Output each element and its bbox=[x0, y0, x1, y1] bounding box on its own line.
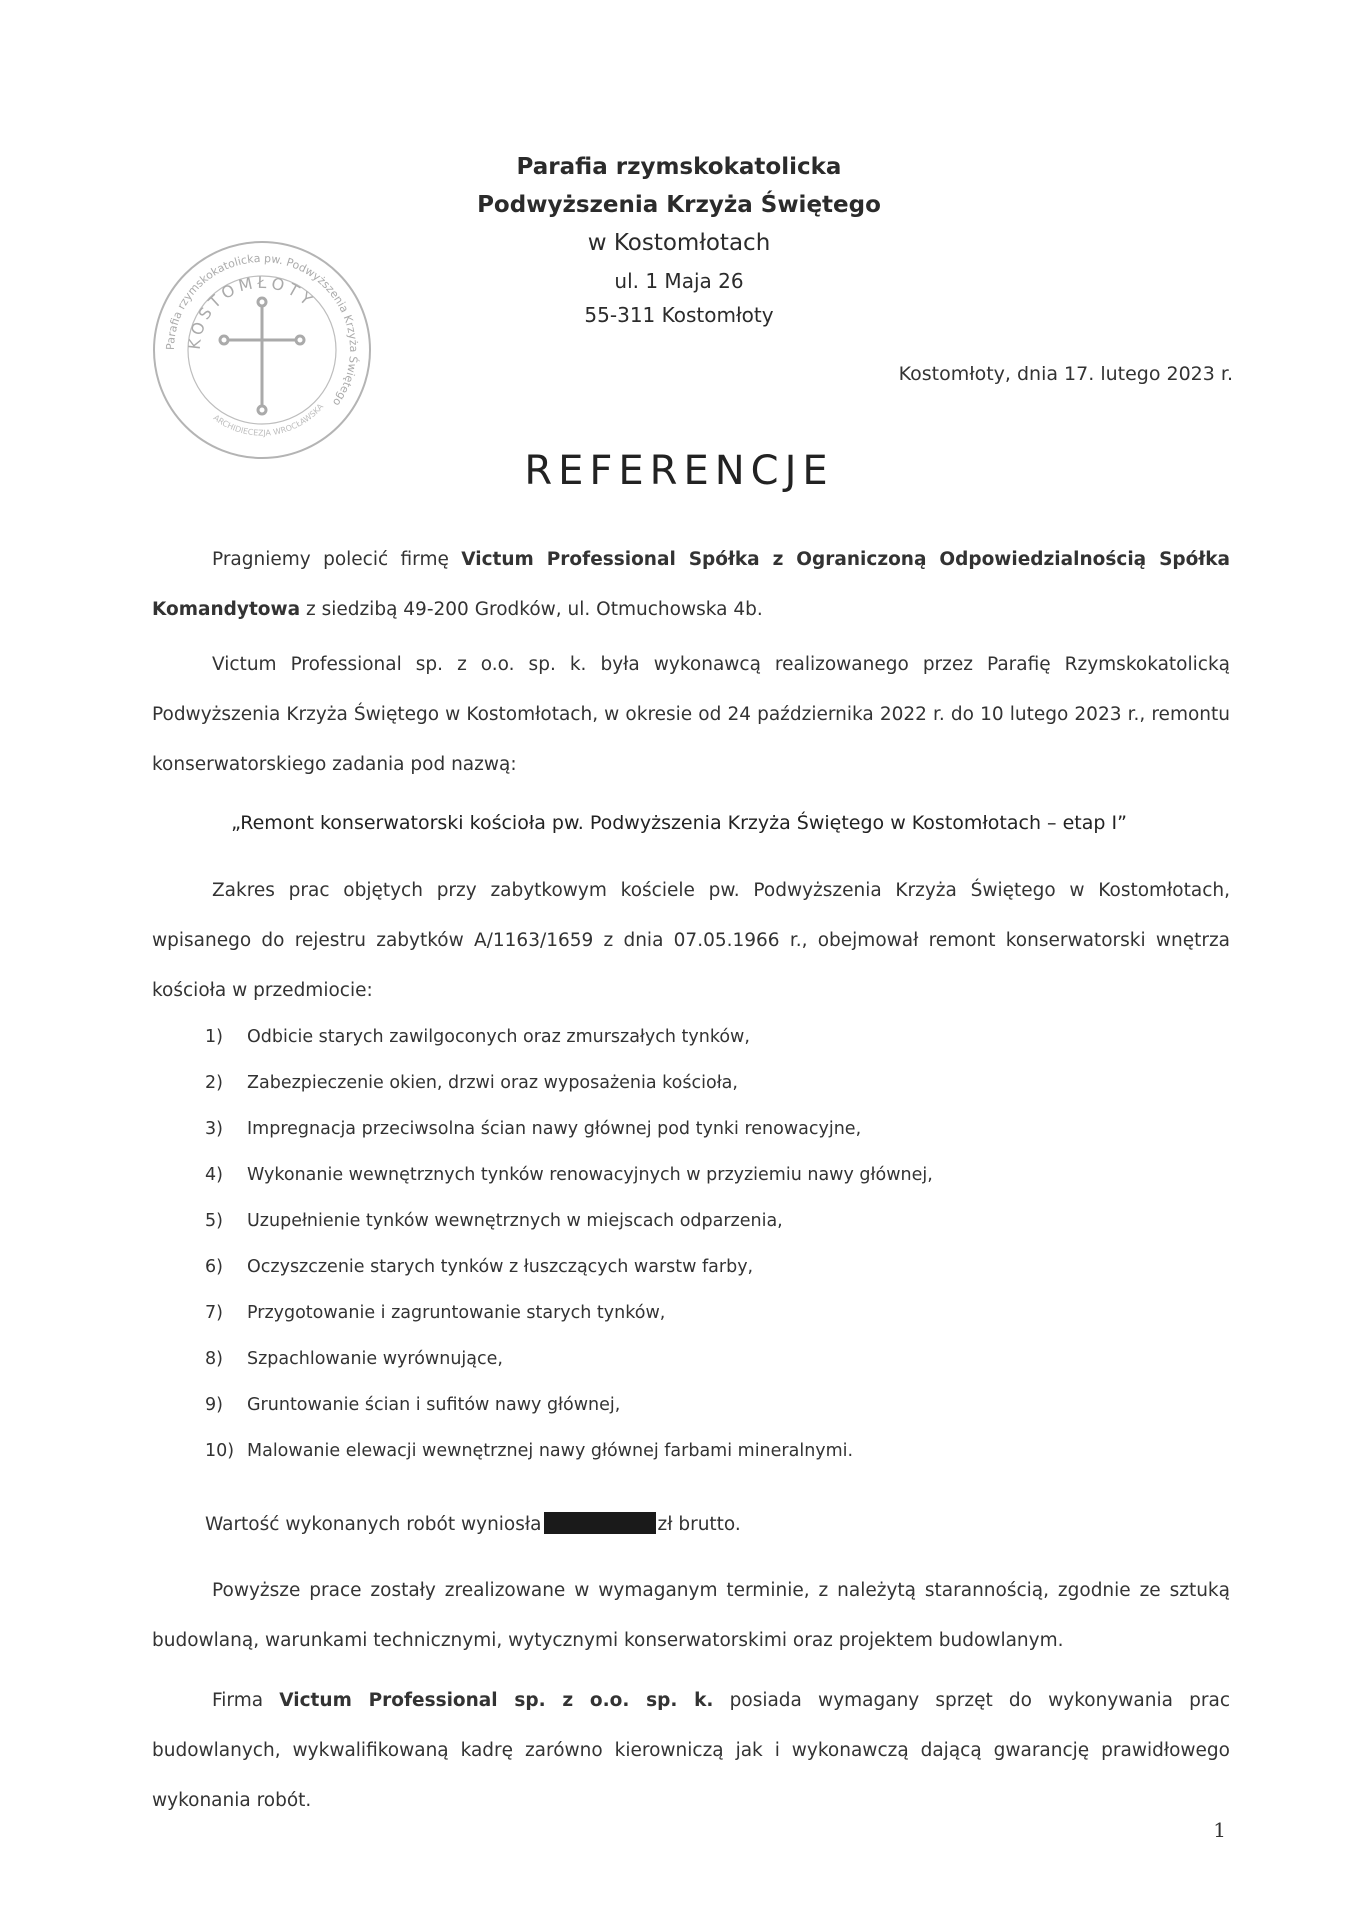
firm-post: posiada wymagany sprzęt do wykonywania prac budowlanych, wykwalifikowaną kadrę zarówno kierowniczą jak i wykonawczą dającą gwarancję prawidłowego wykonania robót. bbox=[152, 1690, 1230, 1811]
scope-paragraph bbox=[152, 866, 1230, 1016]
firm-paragraph bbox=[152, 1676, 1230, 1826]
document-title: REFERENCJE bbox=[524, 448, 834, 494]
list-item: 4) Wykonanie wewnętrznych tynków renowacyjnych w przyziemiu nawy głównej, bbox=[205, 1165, 933, 1185]
task-name: „Remont konserwatorski kościoła pw. Podwyższenia Krzyża Świętego w Kostomłotach – etap I” bbox=[231, 812, 1127, 834]
quality-text: Powyższe prace zostały zrealizowane w wymaganym terminie, z należytą starannością, zgodnie ze sztuką budowlaną, warunkami technicznymi, wytycznymi konserwatorskimi oraz projektem budowlanym. bbox=[152, 1580, 1230, 1651]
list-item: 5) Uzupełnienie tynków wewnętrznych w miejscach odparzenia, bbox=[205, 1211, 783, 1231]
seal-bottom-text: ARCHIDIECEZJA WROCŁAWSKA bbox=[211, 401, 326, 438]
list-item: 10) Malowanie elewacji wewnętrznej nawy głównej farbami mineralnymi. bbox=[205, 1441, 854, 1461]
quality-paragraph bbox=[152, 1566, 1230, 1666]
list-item: 6) Oczyszczenie starych tynków z łuszczących warstw farby, bbox=[205, 1257, 754, 1277]
list-item: 2) Zabezpieczenie okien, drzwi oraz wyposażenia kościoła, bbox=[205, 1073, 738, 1093]
value-pre: Wartość wykonanych robót wyniosła bbox=[205, 1514, 542, 1535]
contract-value bbox=[205, 1510, 741, 1540]
list-item: 7) Przygotowanie i zagruntowanie starych tynków, bbox=[205, 1303, 666, 1323]
intro-paragraph bbox=[152, 535, 1230, 635]
value-post: zł brutto. bbox=[657, 1514, 741, 1535]
intro-post: z siedzibą 49-200 Grodków, ul. Otmuchowska 4b. bbox=[300, 599, 763, 620]
seal-center-text: KOSTOMŁOTY bbox=[184, 272, 319, 351]
list-item: 1) Odbicie starych zawilgoconych oraz zmurszałych tynków, bbox=[205, 1027, 750, 1047]
intro-pre: Pragniemy polecić firmę bbox=[212, 549, 462, 570]
parish-name: Parafia rzymskokatolicka bbox=[516, 154, 842, 180]
intro-company: Victum Professional Spółka z Ograniczoną Odpowiedzialnością Spółka Komandytowa bbox=[152, 549, 1230, 620]
contractor-text: Victum Professional sp. z o.o. sp. k. była wykonawcą realizowanego przez Parafię Rzymskokatolicką Podwyższenia Krzyża Świętego w Kostomłotach, w okresie od 24 października 2022 r. do 10 lutego 2023 r., remontu konserwatorskiego zadania pod nazwą: bbox=[152, 654, 1230, 775]
page-number: 1 bbox=[1213, 1818, 1226, 1842]
seal-ring-text: Parafia rzymskokatolicka pw. Podwyższenia Krzyża Świętego bbox=[163, 251, 361, 409]
redacted-amount bbox=[544, 1512, 656, 1534]
firm-company: Victum Professional sp. z o.o. sp. k. bbox=[279, 1690, 714, 1711]
document-date: Kostomłoty, dnia 17. lutego 2023 r. bbox=[898, 363, 1233, 385]
list-item: 3) Impregnacja przeciwsolna ścian nawy głównej pod tynki renowacyjne, bbox=[205, 1119, 862, 1139]
list-item: 8) Szpachlowanie wyrównujące, bbox=[205, 1349, 503, 1369]
scope-text: Zakres prac objętych przy zabytkowym kościele pw. Podwyższenia Krzyża Świętego w Kostomłotach, wpisanego do rejestru zabytków A/1163/1659 z dnia 07.05.1966 r., obejmował remont konserwatorski wnętrza kościoła w przedmiocie: bbox=[152, 880, 1230, 1001]
parish-postal: 55-311 Kostomłoty bbox=[584, 303, 774, 327]
parish-dedication: Podwyższenia Krzyża Świętego bbox=[477, 192, 881, 218]
contractor-paragraph bbox=[152, 640, 1230, 790]
works-list bbox=[205, 1022, 1205, 1482]
parish-street: ul. 1 Maja 26 bbox=[614, 269, 744, 293]
list-item: 9) Gruntowanie ścian i sufitów nawy głównej, bbox=[205, 1395, 621, 1415]
firm-pre: Firma bbox=[212, 1690, 280, 1711]
parish-location: w Kostomłotach bbox=[587, 230, 771, 256]
